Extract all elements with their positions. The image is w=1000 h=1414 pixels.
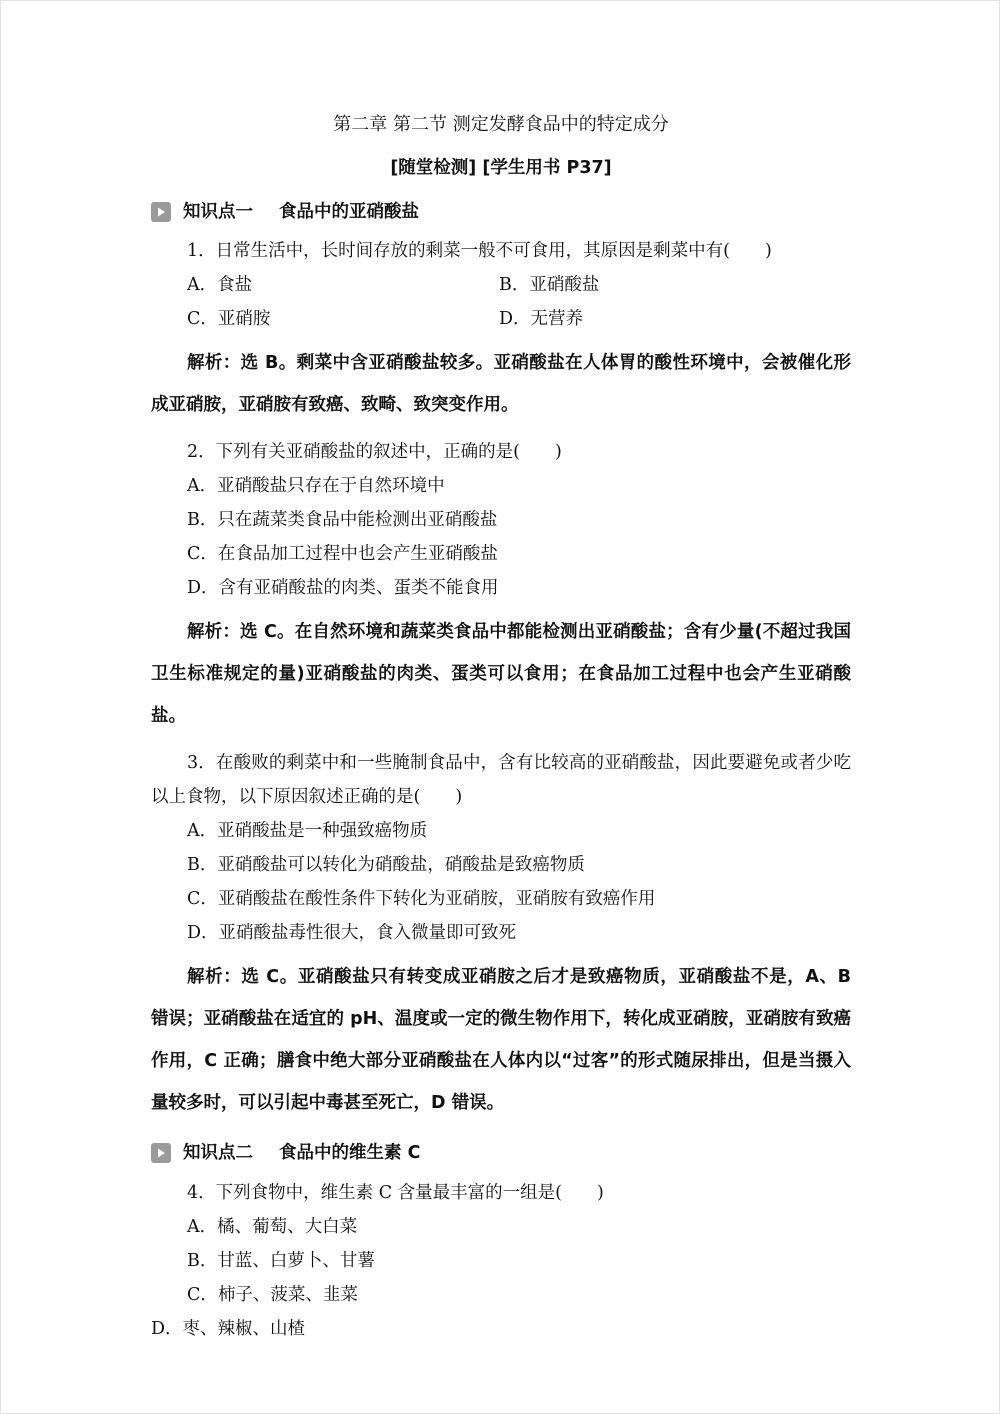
question-2-stem: 2．下列有关亚硝酸盐的叙述中，正确的是( ) [187, 442, 562, 462]
question-4-option-c: C．柿子、菠菜、韭菜 [187, 1285, 358, 1305]
question-2-option-a: A．亚硝酸盐只存在于自然环境中 [187, 476, 445, 496]
question-2-option-b: B．只在蔬菜类食品中能检测出亚硝酸盐 [187, 510, 498, 530]
section-label: 知识点一 [183, 202, 253, 222]
section-header-knowledge-point-1 [151, 199, 851, 225]
question-1 [151, 234, 851, 426]
doc-subtitle: [随堂检测] [学生用书 P37] [390, 158, 612, 178]
question-3-option-b: B．亚硝酸盐可以转化为硝酸盐，硝酸盐是致癌物质 [187, 855, 585, 875]
section-title: 食品中的亚硝酸盐 [279, 202, 419, 222]
question-3-option-a: A．亚硝酸盐是一种强致癌物质 [187, 821, 428, 841]
play-icon [151, 1143, 171, 1163]
question-1-options [151, 268, 851, 336]
question-3-option-d: D．亚硝酸盐毒性很大，食入微量即可致死 [187, 923, 517, 943]
section-label: 知识点二 [183, 1143, 253, 1163]
question-1-option-d: D．无营养 [499, 309, 584, 329]
page-content [1, 1, 1000, 1346]
question-3-option-c: C．亚硝酸盐在酸性条件下转化为亚硝胺，亚硝胺有致癌作用 [187, 889, 656, 909]
question-4 [151, 1176, 851, 1346]
question-4-option-d: D．枣、辣椒、山楂 [151, 1319, 306, 1339]
question-3-analysis: 解析：选 C。亚硝酸盐只有转变成亚硝胺之后才是致癌物质，亚硝酸盐不是，A、B 错误；亚硝酸盐在适宜的 pH、温度或一定的微生物作用下，转化成亚硝胺，亚硝胺有致癌作用，C 正确；膳食中绝大部分亚硝酸盐在人体内以“过客”的形式随尿排出，但是当摄入量较多时，可以引起中毒甚至死亡，D 错误。 [151, 967, 851, 1113]
question-2-options [151, 469, 851, 605]
section-header-knowledge-point-2 [151, 1140, 851, 1166]
question-1-option-b: B．亚硝酸盐 [499, 275, 600, 295]
question-2-option-d: D．含有亚硝酸盐的肉类、蛋类不能食用 [187, 578, 499, 598]
doc-title: 第二章 第二节 测定发酵食品中的特定成分 [333, 114, 669, 135]
question-1-stem: 1．日常生活中，长时间存放的剩菜一般不可食用，其原因是剩菜中有( ) [187, 241, 772, 261]
question-3 [151, 746, 851, 1124]
question-3-stem: 3．在酸败的剩菜中和一些腌制食品中，含有比较高的亚硝酸盐，因此要避免或者少吃以上食物，以下原因叙述正确的是( ) [151, 753, 851, 807]
play-icon [151, 202, 171, 222]
question-3-options [151, 814, 851, 950]
question-4-option-a: A．橘、葡萄、大白菜 [187, 1217, 358, 1237]
question-2-option-c: C．在食品加工过程中也会产生亚硝酸盐 [187, 544, 498, 564]
question-4-options [151, 1210, 851, 1346]
question-2 [151, 435, 851, 737]
question-2-analysis: 解析：选 C。在自然环境和蔬菜类食品中都能检测出亚硝酸盐；含有少量(不超过我国卫生标准规定的量)亚硝酸盐的肉类、蛋类可以食用；在食品加工过程中也会产生亚硝酸盐。 [151, 622, 851, 726]
question-1-option-a: A．食盐 [187, 275, 253, 295]
question-1-option-c: C．亚硝胺 [187, 309, 271, 329]
question-4-stem: 4．下列食物中，维生素 C 含量最丰富的一组是( ) [187, 1183, 604, 1203]
section-title: 食品中的维生素 C [279, 1143, 421, 1163]
question-4-option-b: B．甘蓝、白萝卜、甘薯 [187, 1251, 375, 1271]
question-1-analysis: 解析：选 B。剩菜中含亚硝酸盐较多。亚硝酸盐在人体胃的酸性环境中，会被催化形成亚硝胺，亚硝胺有致癌、致畸、致突变作用。 [151, 353, 851, 415]
